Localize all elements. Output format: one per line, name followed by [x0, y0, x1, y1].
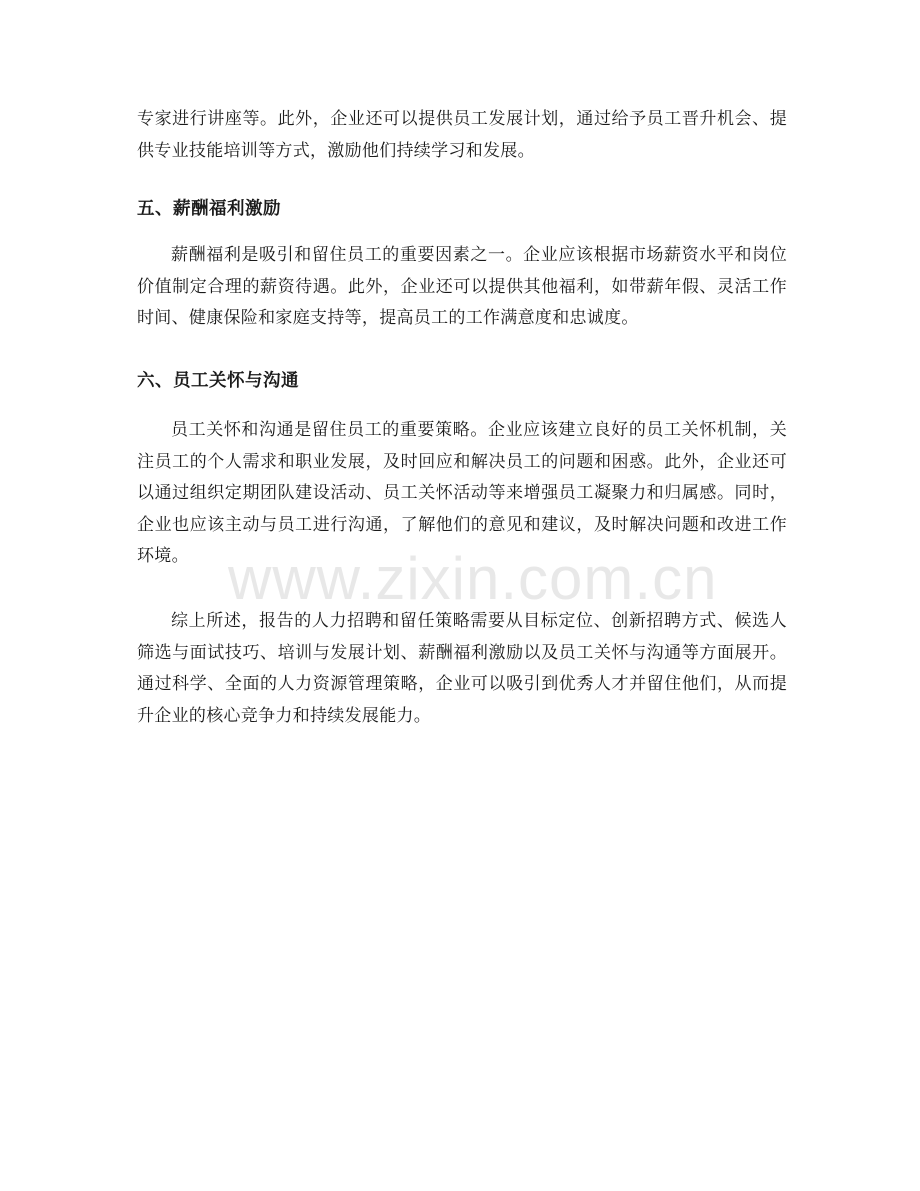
conclusion-paragraph: 综上所述，报告的人力招聘和留任策略需要从目标定位、创新招聘方式、候选人筛选与面试技巧、培训与发展计划、薪酬福利激励以及员工关怀与沟通等方面展开。通过科学、全面的人力资源管理策略，企业可以吸引到优秀人才并留住他们，从而提升企业的核心竞争力和持续发展能力。 — [137, 611, 787, 726]
section-paragraph-compensation: 薪酬福利是吸引和留住员工的重要因素之一。企业应该根据市场薪资水平和岗位价值制定合理的薪资待遇。此外，企业还可以提供其他福利，如带薪年假、灵活工作时间、健康保险和家庭支持等，提高员工的工作满意度和忠诚度。 — [137, 245, 787, 328]
watermark-text: www.zixin.com.cn — [228, 545, 718, 612]
section-paragraph-employee-care: 员工关怀和沟通是留住员工的重要策略。企业应该建立良好的员工关怀机制，关注员工的个人需求和职业发展，及时回应和解决员工的问题和困惑。此外，企业还可以通过组织定期团队建设活动、员工关怀活动等来增强员工凝聚力和归属感。同时，企业也应该主动与员工进行沟通，了解他们的意见和建议，及时解决问题和改进工作环境。 — [137, 420, 787, 566]
section-heading-employee-care: 六、员工关怀与沟通 — [137, 371, 299, 391]
section-heading-compensation: 五、薪酬福利激励 — [137, 199, 281, 219]
continuation-paragraph: 专家进行讲座等。此外，企业还可以提供员工发展计划，通过给予员工晋升机会、提供专业技能培训等方式，激励他们持续学习和发展。 — [137, 109, 787, 161]
